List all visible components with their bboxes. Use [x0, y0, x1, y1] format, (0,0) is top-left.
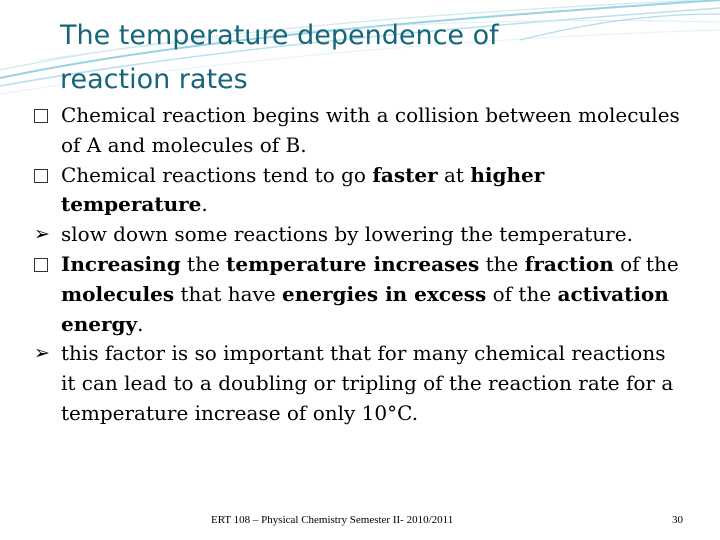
bullet-text: slow down some reactions by lowering the temperature.	[61, 222, 633, 247]
bullet-text-bold: activation energy	[61, 281, 669, 336]
bullet-text: that have	[174, 281, 283, 306]
bullet-text-bold: higher temperature	[61, 162, 545, 217]
bullet-item	[34, 161, 684, 221]
bullet-text: Chemical reaction begins with a collision between molecules of A and molecules of B.	[61, 103, 680, 157]
bullet-list	[34, 101, 684, 429]
title-line-1: The temperature dependence of	[60, 20, 499, 51]
page-number: 30	[672, 514, 683, 526]
box-bullet-icon	[34, 258, 48, 272]
bullet-text-bold: temperature increases	[226, 251, 480, 276]
bullet-text: .	[201, 192, 208, 217]
bullet-item	[34, 220, 684, 250]
title-line-2: reaction rates	[60, 64, 248, 95]
arrow-bullet-icon: ➢	[34, 223, 50, 246]
bullet-text: of the	[486, 281, 558, 306]
bullet-text-bold: fraction	[524, 251, 614, 276]
footer-text: ERT 108 – Physical Chemistry Semester II- 2010/2011	[211, 514, 454, 526]
bullet-text: Chemical reactions tend to go	[61, 162, 373, 187]
bullet-text: .	[137, 311, 144, 336]
bullet-text: the	[479, 251, 525, 276]
bullet-text-bold: Increasing	[61, 251, 181, 276]
bullet-text-bold: faster	[372, 162, 438, 187]
box-bullet-icon	[34, 109, 48, 123]
bullet-item	[34, 339, 684, 428]
slide-title	[60, 14, 620, 102]
bullet-item	[34, 101, 684, 161]
bullet-text: this factor is so important that for many chemical reactions it can lead to a doubling or tripling of the reaction rate for a temperature increase of only 10°C.	[61, 341, 674, 425]
arrow-bullet-icon: ➢	[34, 342, 50, 365]
box-bullet-icon	[34, 169, 48, 183]
bullet-text: at	[437, 162, 471, 187]
bullet-item	[34, 250, 684, 339]
bullet-text-bold: molecules	[61, 281, 175, 306]
bullet-text: of the	[613, 251, 679, 276]
bullet-text-bold: energies in excess	[282, 281, 487, 306]
bullet-text: the	[180, 251, 227, 276]
